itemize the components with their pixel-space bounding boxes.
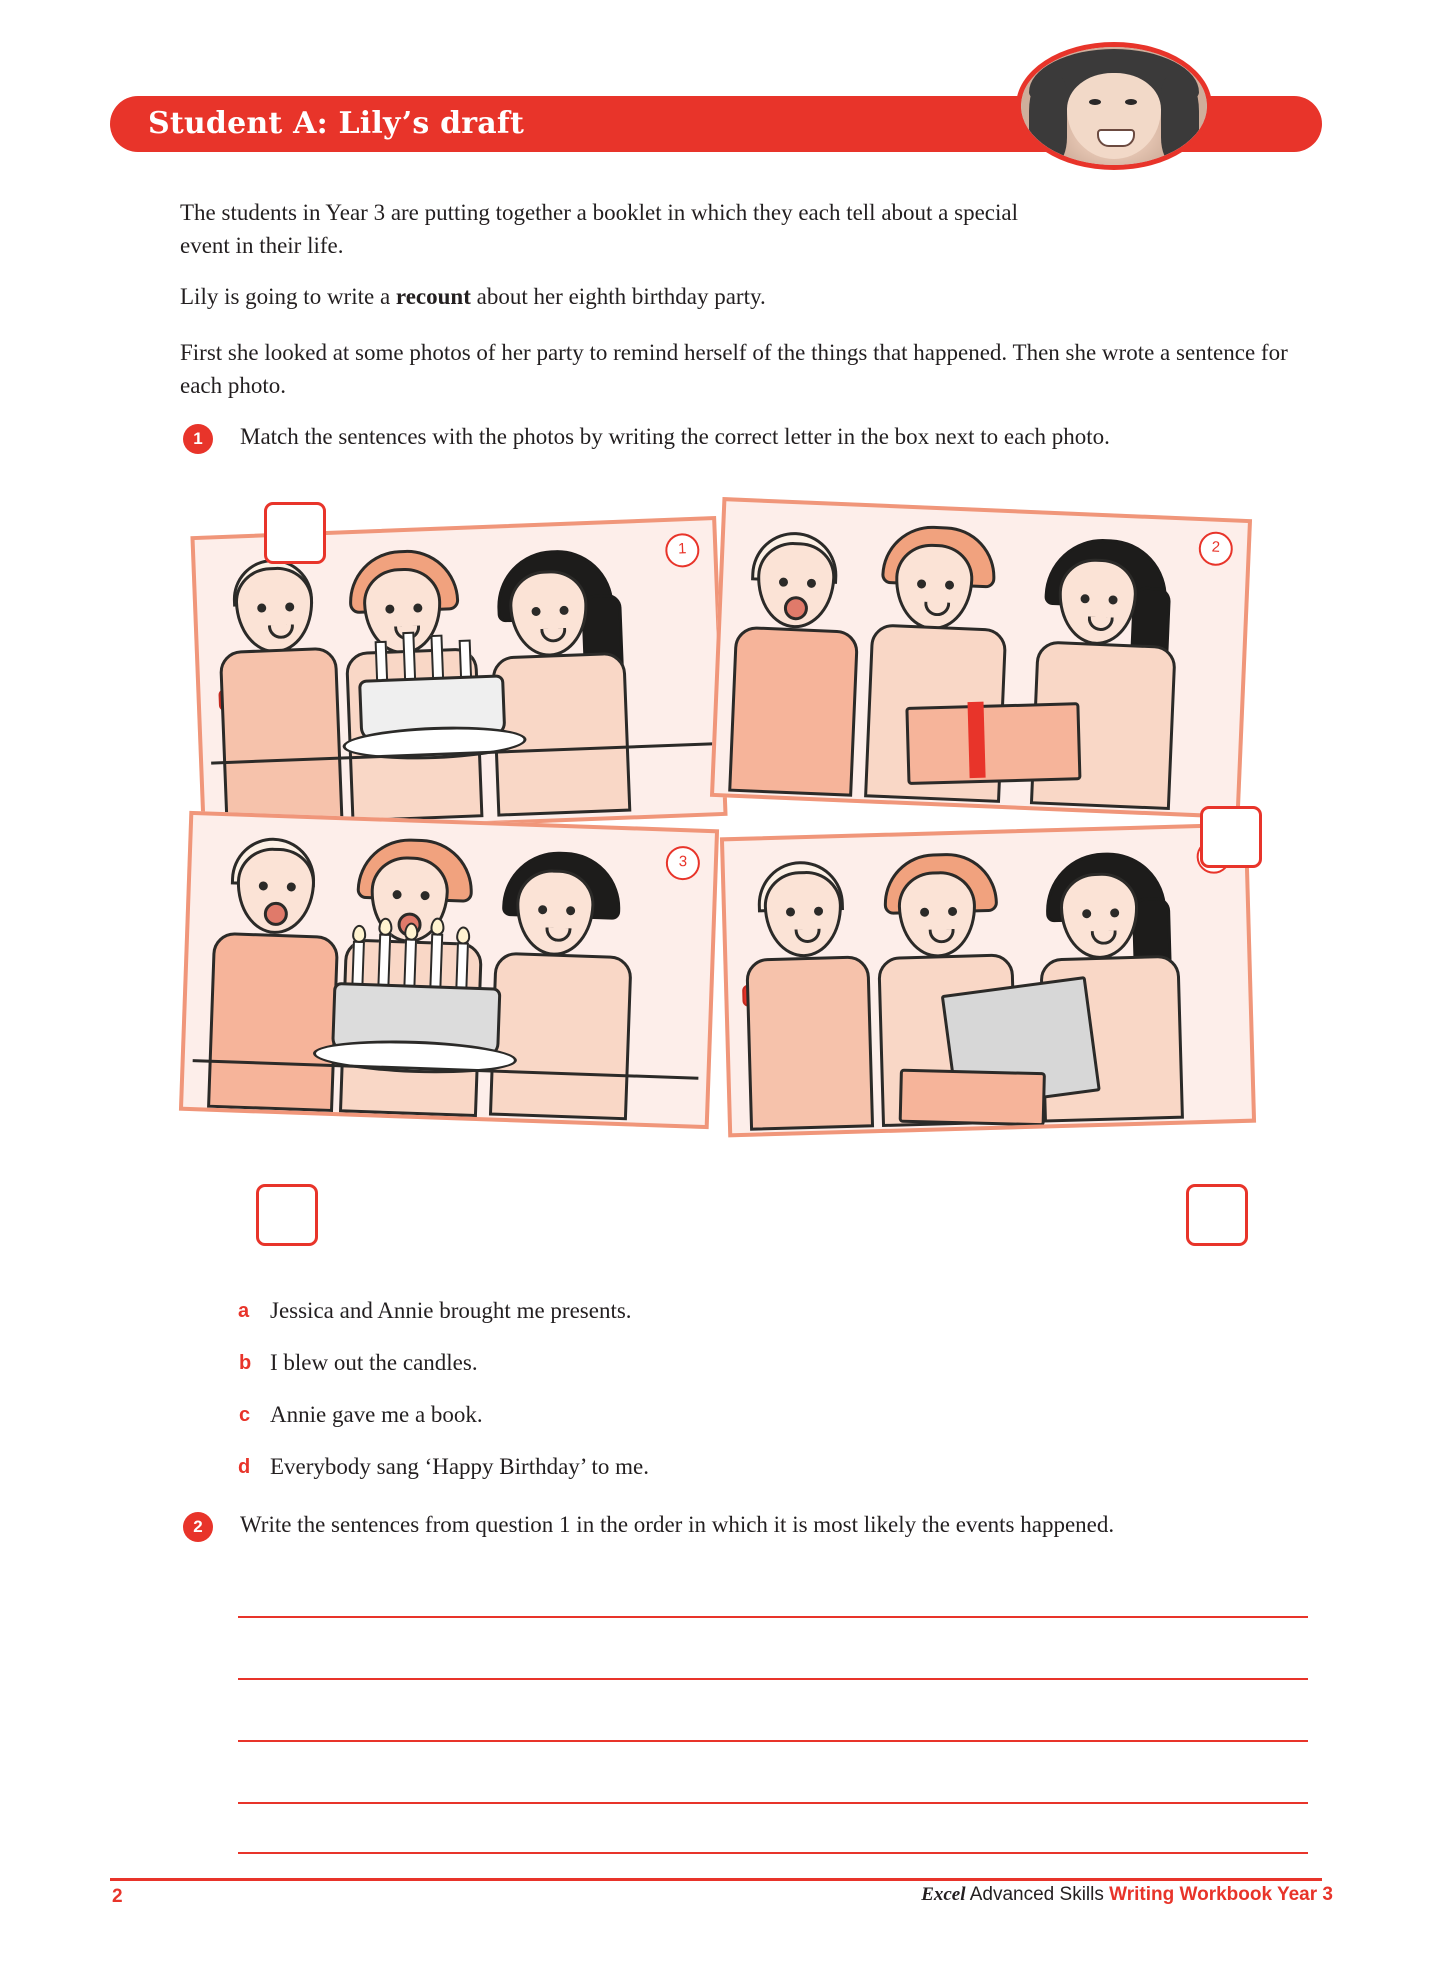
- photo3-candle-icon: [455, 942, 469, 992]
- photo-1-badge: 1: [665, 533, 700, 568]
- photo-3: [179, 811, 719, 1129]
- answer-box-photo-1[interactable]: [264, 502, 326, 564]
- photo1-body-left-icon: [219, 647, 344, 827]
- photo-1-scene: [195, 520, 724, 832]
- intro-paragraph-2: [180, 280, 1080, 313]
- option-c-letter: c: [239, 1404, 251, 1426]
- avatar-image: [1021, 47, 1207, 165]
- answer-box-photo-2[interactable]: [1200, 806, 1262, 868]
- photo3-flame-icon: [404, 922, 419, 940]
- option-d-letter: d: [238, 1456, 251, 1478]
- avatar-eye-right-icon: [1125, 99, 1137, 105]
- photo3-flame-icon: [378, 918, 393, 936]
- option-d-text: Everybody sang ‘Happy Birthday’ to me.: [270, 1454, 649, 1479]
- photo4-head-right-icon: [1059, 872, 1139, 960]
- answer-box-photo-4[interactable]: [1186, 1184, 1248, 1246]
- photo2-present-ribbon-icon: [968, 702, 986, 778]
- photo-3-scene: [183, 815, 715, 1125]
- avatar-eye-left-icon: [1089, 99, 1101, 105]
- photo-4-scene: [724, 827, 1252, 1133]
- avatar-mouth-icon: [1097, 129, 1135, 147]
- avatar: [1016, 42, 1212, 170]
- photo1-head-left-icon: [234, 566, 315, 655]
- answer-box-photo-3[interactable]: [256, 1184, 318, 1246]
- photo2-head-right-icon: [1057, 557, 1139, 646]
- photo4-body-left-icon: [745, 955, 874, 1130]
- footer-divider: [110, 1878, 1322, 1881]
- photo1-candle-icon: [402, 632, 416, 684]
- option-a-letter: a: [238, 1300, 250, 1322]
- photo4-head-middle-icon: [897, 870, 977, 958]
- photo2-present-icon: [905, 702, 1081, 785]
- intro-paragraph-1: The students in Year 3 are putting together a booklet in which they each tell about a special event in their life.: [180, 200, 1018, 258]
- page-number: 2: [112, 1886, 123, 1907]
- option-b-text: I blew out the candles.: [270, 1350, 478, 1375]
- photo3-candle-icon: [429, 933, 443, 991]
- photo4-head-left-icon: [763, 870, 843, 958]
- photo2-body-left-icon: [728, 626, 859, 797]
- photo-2: [710, 497, 1252, 819]
- option-c-text: Annie gave me a book.: [270, 1402, 483, 1427]
- answer-line-2[interactable]: [238, 1678, 1308, 1680]
- photo3-candle-icon: [403, 938, 417, 990]
- option-b-letter: b: [239, 1352, 252, 1374]
- photo-1: [190, 516, 727, 836]
- footer-series: Advanced Skills: [965, 1884, 1110, 1905]
- intro-paragraph-3: First she looked at some photos of her party to remind herself of the things that happened. Then she wrote a sentence for each photo.: [180, 340, 1288, 398]
- question-2-number: 2: [183, 1512, 213, 1542]
- photo-3-badge: 3: [665, 846, 700, 881]
- footer-brand: Excel: [921, 1884, 966, 1905]
- photo-2-scene: [714, 501, 1248, 815]
- photo-4: [720, 823, 1256, 1138]
- avatar-hair-right-icon: [1161, 77, 1199, 163]
- intro-paragraph-2-pre: Lily is going to write a: [180, 284, 396, 309]
- question-1-text: Match the sentences with the photos by writing the correct letter in the box next to each photo.: [240, 424, 1110, 449]
- intro-paragraph-2-post: about her eighth birthday party.: [470, 284, 766, 309]
- answer-line-5[interactable]: [238, 1852, 1308, 1854]
- photo1-head-right-icon: [508, 569, 589, 658]
- question-2-text: Write the sentences from question 1 in the order in which it is most likely the events happened.: [240, 1512, 1115, 1537]
- question-1-number: 1: [183, 424, 213, 454]
- photo3-body-right-icon: [489, 952, 633, 1121]
- option-a-text: Jessica and Annie brought me presents.: [270, 1298, 632, 1323]
- photo-collage: [196, 500, 1296, 1270]
- footer-title: [921, 1884, 1333, 1906]
- footer-book-title: Writing Workbook Year 3: [1109, 1884, 1333, 1905]
- page-title: Student A: Lily’s draft: [148, 106, 525, 141]
- photo3-candle-icon: [377, 934, 391, 990]
- photo3-flame-icon: [430, 917, 445, 935]
- photo4-wrapping-icon: [899, 1069, 1046, 1127]
- photo2-head-middle-icon: [893, 542, 975, 631]
- photo3-body-left-icon: [207, 932, 339, 1112]
- photo3-head-right-icon: [515, 868, 596, 957]
- avatar-hair-left-icon: [1029, 77, 1067, 163]
- answer-line-4[interactable]: [238, 1802, 1308, 1804]
- recount-keyword: recount: [395, 284, 471, 309]
- photo3-flame-icon: [456, 926, 471, 944]
- photo-2-badge: 2: [1198, 531, 1233, 566]
- answer-line-3[interactable]: [238, 1740, 1308, 1742]
- photo3-flame-icon: [352, 925, 367, 943]
- answer-line-1[interactable]: [238, 1616, 1308, 1618]
